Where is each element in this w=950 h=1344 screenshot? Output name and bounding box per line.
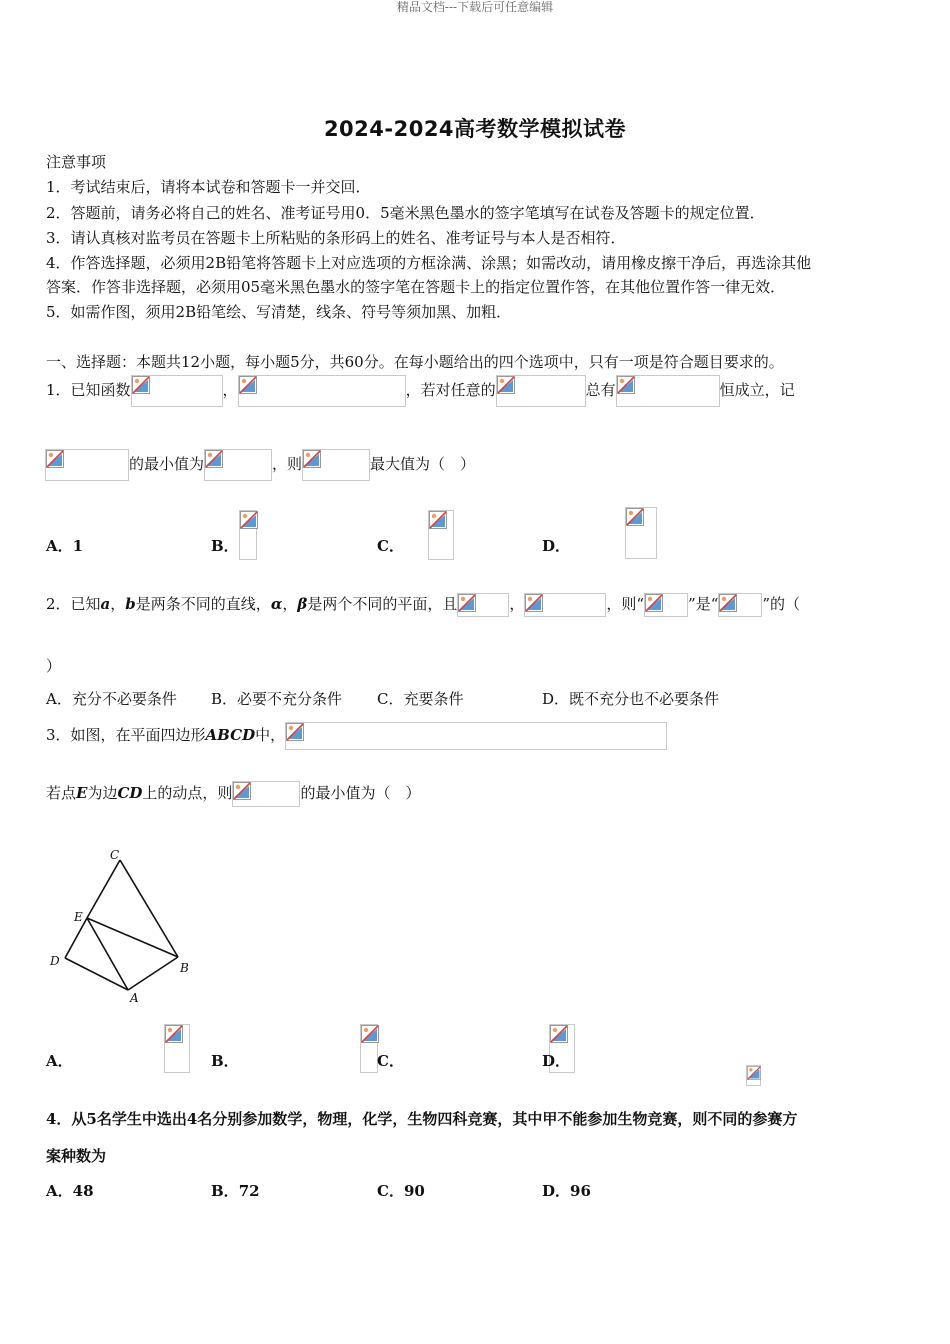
formula-image — [238, 375, 406, 407]
broken-image-icon — [525, 594, 543, 612]
edge-bc — [120, 860, 178, 957]
q1-option-d-label: D． — [542, 537, 571, 555]
q2-option-a: A．充分不必要条件 — [46, 690, 177, 708]
edge-ce — [87, 860, 120, 918]
q4-line2: 案种数为 — [46, 1147, 107, 1165]
broken-image-icon — [132, 376, 150, 394]
formula-image — [428, 510, 454, 560]
broken-image-icon — [617, 376, 635, 394]
q1-option-c-label: C． — [377, 537, 404, 555]
formula-image — [496, 375, 586, 407]
q4-option-b: B．72 — [211, 1182, 260, 1200]
formula-image — [45, 449, 129, 481]
broken-image-icon — [303, 450, 321, 468]
formula-image — [616, 375, 720, 407]
q1-option-a: A．1 — [46, 537, 84, 555]
label-a: A — [130, 991, 139, 1005]
formula-image — [644, 593, 688, 617]
broken-image-icon — [46, 450, 64, 468]
broken-image-icon — [626, 508, 644, 526]
formula-image — [302, 449, 370, 481]
formula-image — [164, 1024, 190, 1073]
q3-line2: 若点E为边CD上的动点，则 的最小值为（ ） — [46, 780, 420, 807]
formula-image — [746, 1065, 761, 1086]
broken-image-icon — [645, 594, 663, 612]
broken-image-icon — [719, 594, 737, 612]
quadrilateral-figure — [40, 845, 200, 1010]
q1-line2: 的最小值为 ，则 最大值为（ ） — [45, 448, 475, 481]
note-item-4: 4．作答选择题，必须用2B铅笔将答题卡上对应选项的方框涂满、涂黑；如需改动，请用橡皮擦干净后，再选涂其他 — [46, 254, 812, 272]
formula-image — [718, 593, 762, 617]
edge-ab — [128, 957, 178, 990]
broken-image-icon — [458, 594, 476, 612]
note-item-5: 5．如需作图，须用2B铅笔绘、写清楚，线条、符号等须加黑、加粗． — [46, 303, 512, 321]
q1-line1: 1．已知函数 ， ，若对任意的 总有 恒成立，记 — [46, 374, 795, 407]
broken-image-icon — [747, 1066, 761, 1080]
q3-option-c-label: C． — [377, 1052, 404, 1070]
broken-image-icon — [239, 376, 257, 394]
segment-eb — [87, 918, 178, 957]
label-d: D — [50, 954, 60, 968]
q4-option-c: C．90 — [377, 1182, 425, 1200]
q3-line1: 3．如图，在平面四边形ABCD中， — [46, 721, 667, 750]
broken-image-icon — [233, 782, 251, 800]
q3-option-a-label: A． — [46, 1052, 73, 1070]
formula-image — [285, 722, 667, 750]
note-item-3: 3．请认真核对监考员在答题卡上所粘贴的条形码上的姓名、准考证号与本人是否相符． — [46, 229, 626, 247]
formula-image — [360, 1024, 378, 1073]
broken-image-icon — [240, 511, 258, 529]
formula-image — [524, 593, 606, 617]
q1-text: 1．已知函数 — [46, 381, 131, 399]
label-b: B — [180, 961, 189, 975]
note-item-1: 1．考试结束后，请将本试卷和答题卡一并交回． — [46, 178, 371, 196]
q2-option-d: D．既不充分也不必要条件 — [542, 690, 720, 708]
page-header: 精品文档---下载后可任意编辑 — [396, 0, 554, 14]
q4-option-d: D．96 — [542, 1182, 591, 1200]
q2-line2: ） — [46, 657, 62, 675]
formula-image — [204, 449, 272, 481]
formula-image — [239, 510, 257, 560]
q2-option-b: B．必要不充分条件 — [211, 690, 343, 708]
note-item-4-cont: 答案．作答非选择题，必须用05毫米黑色墨水的签字笔在答题卡上的指定位置作答，在其他位置作答一律无效． — [46, 278, 786, 296]
q4-option-a: A．48 — [46, 1182, 94, 1200]
q2-line1: 2．已知a，b是两条不同的直线，α，β是两个不同的平面，且 ， ，则“ ”是“ ”的（ — [46, 592, 800, 617]
notes-heading: 注意事项 — [46, 153, 107, 171]
page-title: 2024-2024高考数学模拟试卷 — [323, 117, 627, 141]
broken-image-icon — [165, 1025, 183, 1043]
q1-option-b-label: B． — [211, 537, 239, 555]
formula-image — [232, 781, 300, 807]
broken-image-icon — [429, 511, 447, 529]
q3-option-d-label: D． — [542, 1052, 571, 1070]
label-e: E — [74, 910, 83, 924]
edge-ed — [65, 918, 87, 958]
broken-image-icon — [361, 1025, 379, 1043]
q3-option-b-label: B． — [211, 1052, 239, 1070]
broken-image-icon — [205, 450, 223, 468]
formula-image — [131, 375, 223, 407]
section-heading: 一、选择题：本题共12小题，每小题5分，共60分。在每小题给出的四个选项中，只有一项是符合题目要求的。 — [46, 353, 784, 371]
q2-option-c: C．充要条件 — [377, 690, 464, 708]
q4-line1: 4．从5名学生中选出4名分别参加数学，物理，化学，生物四科竞赛，其中甲不能参加生物竞赛，则不同的参赛方 — [46, 1110, 798, 1128]
note-item-2: 2．答题前，请务必将自己的姓名、准考证号用0．5毫米黑色墨水的签字笔填写在试卷及答题卡的规定位置． — [46, 204, 765, 222]
broken-image-icon — [550, 1025, 568, 1043]
broken-image-icon — [286, 723, 304, 741]
formula-image — [625, 507, 657, 559]
broken-image-icon — [497, 376, 515, 394]
label-c: C — [110, 848, 120, 862]
formula-image — [457, 593, 509, 617]
